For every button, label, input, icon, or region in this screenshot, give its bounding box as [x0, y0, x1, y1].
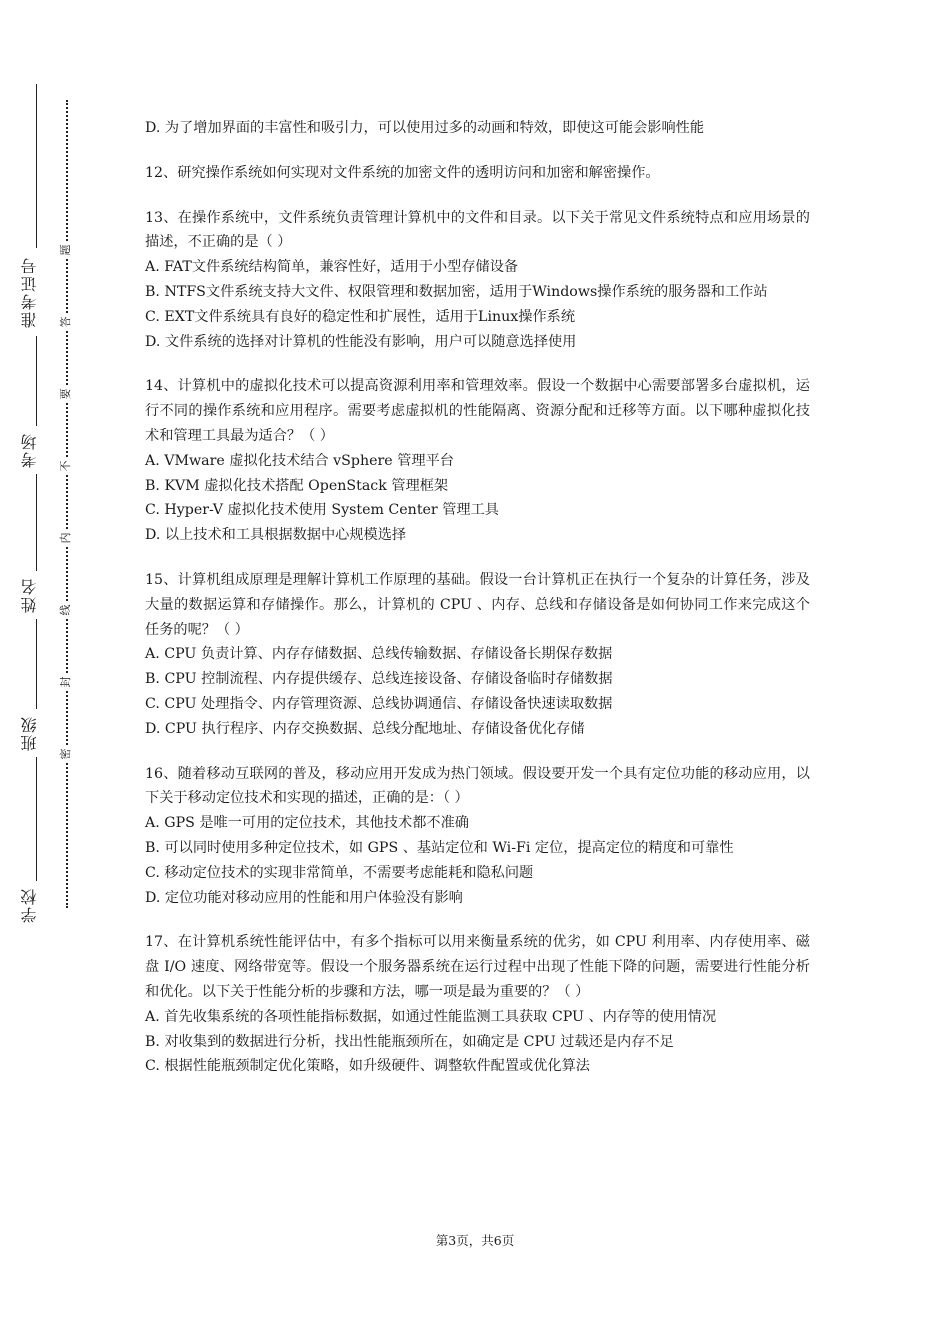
question-stem: 17、在计算机系统性能评估中，有多个指标可以用来衡量系统的优劣，如 CPU 利用率、内存使用率、磁盘 I/O 速度、网络带宽等。假设一个服务器系统在运行过程中出现了性能下降的问题，需要进行性能分析和优化。以下关于性能分析的步骤和方法，哪一项是最为重要的？（ ）	[145, 934, 810, 1000]
option-b: B. CPU 控制流程、内存提供缓存、总线连接设备、存储设备临时存储数据	[145, 671, 613, 688]
exam-id-label: 准考证号	[20, 256, 39, 328]
seal-dotted-line	[66, 100, 68, 908]
question-stem: 15、计算机组成原理是理解计算机工作原理的基础。假设一台计算机正在执行一个复杂的计算任务，涉及大量的数据运算和存储操作。那么，计算机的 CPU 、内存、总线和存储设备是如何协同工作来完成这个任务的呢？（ ）	[145, 571, 810, 638]
option-a: A. GPS 是唯一可用的定位技术，其他技术都不准确	[145, 815, 469, 832]
question-12	[145, 161, 810, 186]
question-15	[145, 568, 810, 742]
option-d: D. 定位功能对移动应用的性能和用户体验没有影响	[145, 889, 463, 906]
option-c: C. Hyper-V 虚拟化技术使用 System Center 管理工具	[145, 502, 499, 519]
question-13	[145, 206, 810, 355]
seal-char: 密	[58, 746, 74, 762]
option-a: A. CPU 负责计算、内存存储数据、总线传输数据、存储设备长期保存数据	[145, 646, 613, 663]
option-a: A. FAT文件系统结构简单，兼容性好，适用于小型存储设备	[145, 259, 519, 276]
option-d: D. CPU 执行程序、内存交换数据、总线分配地址、存储设备优化存储	[145, 720, 585, 737]
seal-char: 封	[58, 674, 74, 690]
option-c: C. 移动定位技术的实现非常简单，不需要考虑能耗和隐私问题	[145, 864, 534, 881]
class-line	[36, 619, 37, 709]
seal-char: 内	[58, 530, 74, 546]
exam-room-line	[36, 336, 37, 426]
class-label: 班级	[20, 715, 39, 751]
question-list	[145, 116, 810, 1099]
exam-room-label: 考场	[20, 432, 39, 468]
name-line	[36, 474, 37, 571]
seal-char: 不	[58, 458, 74, 474]
option-d: D. 为了增加界面的丰富性和吸引力，可以使用过多的动画和特效，即使这可能会影响性能	[145, 120, 705, 136]
option-d: D. 文件系统的选择对计算机的性能没有影响，用户可以随意选择使用	[145, 333, 577, 350]
exam-id-line	[36, 84, 37, 248]
question-11-tail	[145, 116, 810, 141]
option-b: B. 对收集到的数据进行分析，找出性能瓶颈所在，如确定是 CPU 过载还是内存不足	[145, 1033, 674, 1050]
option-a: A. 首先收集系统的各项性能指标数据，如通过性能监测工具获取 CPU 、内存等的使用情况	[145, 1008, 717, 1025]
seal-char: 题	[58, 242, 74, 258]
school-label: 学校	[20, 887, 39, 923]
question-stem: 14、计算机中的虚拟化技术可以提高资源利用率和管理效率。假设一个数据中心需要部署多台虚拟机，运行不同的操作系统和应用程序。需要考虑虚拟机的性能隔离、资源分配和迁移等方面。以下哪种虚拟化技术和管理工具最为适合？（ ）	[145, 378, 810, 444]
page-number: 第3页，共6页	[435, 1233, 515, 1248]
question-17	[145, 930, 810, 1079]
question-16	[145, 762, 810, 911]
binding-margin	[0, 0, 110, 1344]
question-stem: 13、在操作系统中，文件系统负责管理计算机中的文件和目录。以下关于常见文件系统特点和应用场景的描述，不正确的是（ ）	[145, 209, 810, 251]
seal-char: 要	[58, 386, 74, 402]
seal-char: 线	[58, 602, 74, 618]
option-b: B. NTFS文件系统支持大文件、权限管理和数据加密，适用于Windows操作系统的服务器和工作站	[145, 283, 768, 300]
option-c: C. 根据性能瓶颈制定优化策略，如升级硬件、调整软件配置或优化算法	[145, 1058, 590, 1075]
option-d: D. 以上技术和工具根据数据中心规模选择	[145, 527, 407, 544]
question-stem: 16、随着移动互联网的普及，移动应用开发成为热门领域。假设要开发一个具有定位功能的移动应用，以下关于移动定位技术和实现的描述，正确的是：（ ）	[145, 765, 810, 807]
option-c: C. EXT文件系统具有良好的稳定性和扩展性，适用于Linux操作系统	[145, 308, 576, 325]
question-stem: 12、研究操作系统如何实现对文件系统的加密文件的透明访问和加密和解密操作。	[145, 164, 660, 181]
option-b: B. 可以同时使用多种定位技术，如 GPS 、基站定位和 Wi-Fi 定位，提高定位的精度和可靠性	[145, 839, 734, 856]
question-14	[145, 374, 810, 548]
option-a: A. VMware 虚拟化技术结合 vSphere 管理平台	[145, 452, 454, 469]
option-c: C. CPU 处理指令、内存管理资源、总线协调通信、存储设备快速读取数据	[145, 695, 613, 712]
option-b: B. KVM 虚拟化技术搭配 OpenStack 管理框架	[145, 477, 449, 494]
school-line	[36, 757, 37, 881]
name-label: 姓名	[20, 577, 39, 613]
seal-char: 答	[58, 314, 74, 330]
